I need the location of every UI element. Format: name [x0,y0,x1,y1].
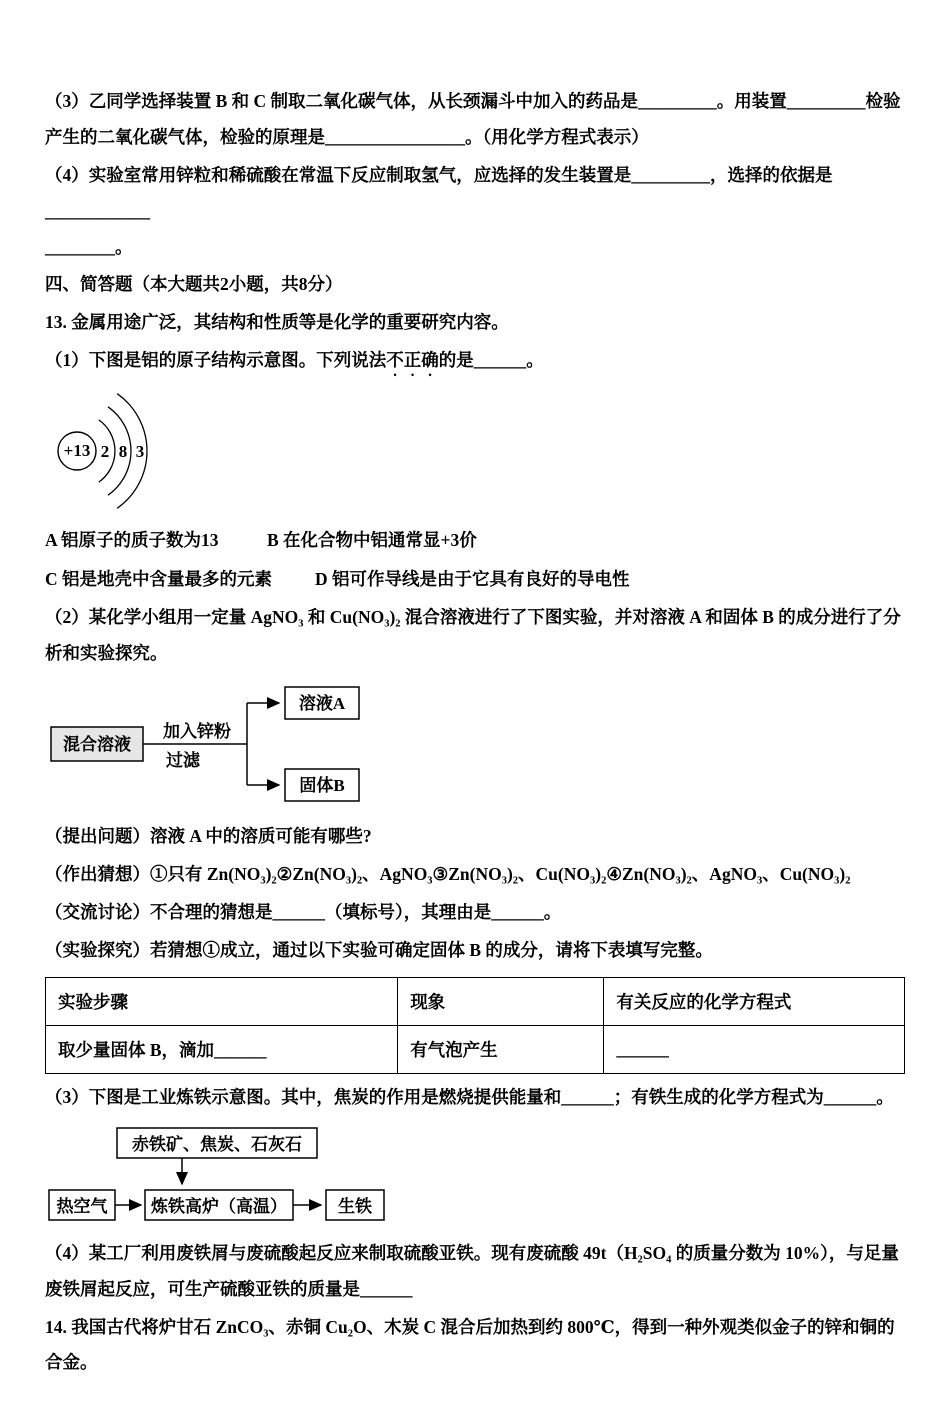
question-13-part3: （3）下图是工业炼铁示意图。其中，焦炭的作用是燃烧提供能量和______；有铁生成的化学方程式为______。 [45,1086,894,1107]
shell-3-electron-count: 3 [135,442,145,462]
solution-a-label: 溶液A [298,694,346,714]
question-13-part4: （4）某工厂利用废铁屑与废硫酸起反应来制取硫酸亚铁。现有废硫酸 49t（H₂SO₄ 的质量分数为 10%），与足量废铁屑起反应，可生产硫酸亚铁的质量是______ [45,1242,899,1299]
flowchart-1-svg [49,681,389,805]
header-steps: 实验步骤 [46,977,398,1025]
nucleus-charge-label: +13 [63,441,91,461]
option-c: C 铝是地壳中含量最多的元素 [45,568,273,589]
option-a: A 铝原子的质子数为13 [45,530,219,551]
q13-part1-suffix: 的是______。 [438,350,544,371]
solid-b-label: 固体B [299,776,345,796]
pig-iron-label: 生铁 [338,1196,372,1216]
q13-part1-emphasis: 不正确 [386,350,439,371]
question-13-intro: 13. 金属用途广泛，其结构和性质等是化学的重要研究内容。 [45,312,509,333]
discussion-text: （交流讨论）不合理的猜想是______（填标号），其理由是______。 [45,902,562,923]
q13-part1-prefix: （1）下图是铝的原子结构示意图。下列说法 [45,350,387,371]
raw-materials-label: 赤铁矿、焦炭、石灰石 [132,1134,302,1154]
option-b: B 在化合物中铝通常显+3价 [267,530,477,551]
filter-label: 过滤 [166,751,200,771]
question-14-text: 14. 我国古代将炉甘石 ZnCO₃、赤铜 Cu₂O、木炭 C 混合后加热到约 800℃，得到一种外观类似金子的锌和铜的合金。 [45,1316,895,1373]
cell-steps: 取少量固体 B，滴加______ [46,1025,398,1073]
question-4-text [45,158,905,266]
blast-furnace-label: 炼铁高炉（高温） [151,1196,287,1216]
options-row-2 [45,561,905,598]
aluminum-atom-diagram [47,386,905,518]
question-13-part2: （2）某化学小组用一定量 AgNO₃ 和 Cu(NO₃)₂ 混合溶液进行了下图实验，并对溶液 A 和固体 B 的成分进行了分析和实验探究。 [45,606,901,663]
make-guess-text: （作出猜想）①只有 Zn(NO₃)₂②Zn(NO₃)₂、AgNO₃③Zn(NO₃)₂、Cu(NO₃)₂④Zn(NO₃)₂、AgNO₃、Cu(NO₃)₂ [45,864,851,885]
shell-2-electron-count: 8 [118,442,128,462]
atom-structure-svg [47,386,222,518]
header-equation: 有关反应的化学方程式 [604,977,905,1025]
zinc-filter-flowchart [49,681,905,805]
option-d: D 铝可作导线是由于它具有良好的导电性 [315,568,630,589]
question-4-line1: （4）实验室常用锌粒和稀硫酸在常温下反应制取氢气，应选择的发生装置是_________，选择的依据是____________ [45,164,833,221]
question-4-line2: ________。 [45,236,133,257]
flowchart-2-svg [47,1126,477,1226]
iron-smelting-flowchart [47,1126,905,1226]
question-13-part1 [45,343,905,380]
mixed-solution-label: 混合溶液 [63,735,131,755]
question-3-text: （3）乙同学选择装置 B 和 C 制取二氧化碳气体，从长颈漏斗中加入的药品是_________。用装置_________检验产生的二氧化碳气体，检验的原理是________________。（用化学方程式表示） [45,91,901,147]
experiment-explore-text: （实验探究）若猜想①成立，通过以下实验可确定固体 B 的成分，请将下表填写完整。 [45,940,713,960]
shell-1-electron-count: 2 [100,442,110,462]
header-phenomenon: 现象 [398,977,604,1025]
options-row-1 [45,522,905,559]
table-row [46,1025,905,1073]
section-4-heading: 四、简答题（本大题共2小题，共8分） [45,274,343,295]
add-zinc-label: 加入锌粉 [163,722,231,742]
hot-air-label: 热空气 [56,1196,108,1216]
experiment-table [45,977,905,1074]
cell-phenomenon: 有气泡产生 [398,1025,604,1073]
table-header-row [46,977,905,1025]
propose-question-text: （提出问题）溶液 A 中的溶质可能有哪些? [45,826,372,847]
cell-equation: ______ [604,1025,905,1073]
